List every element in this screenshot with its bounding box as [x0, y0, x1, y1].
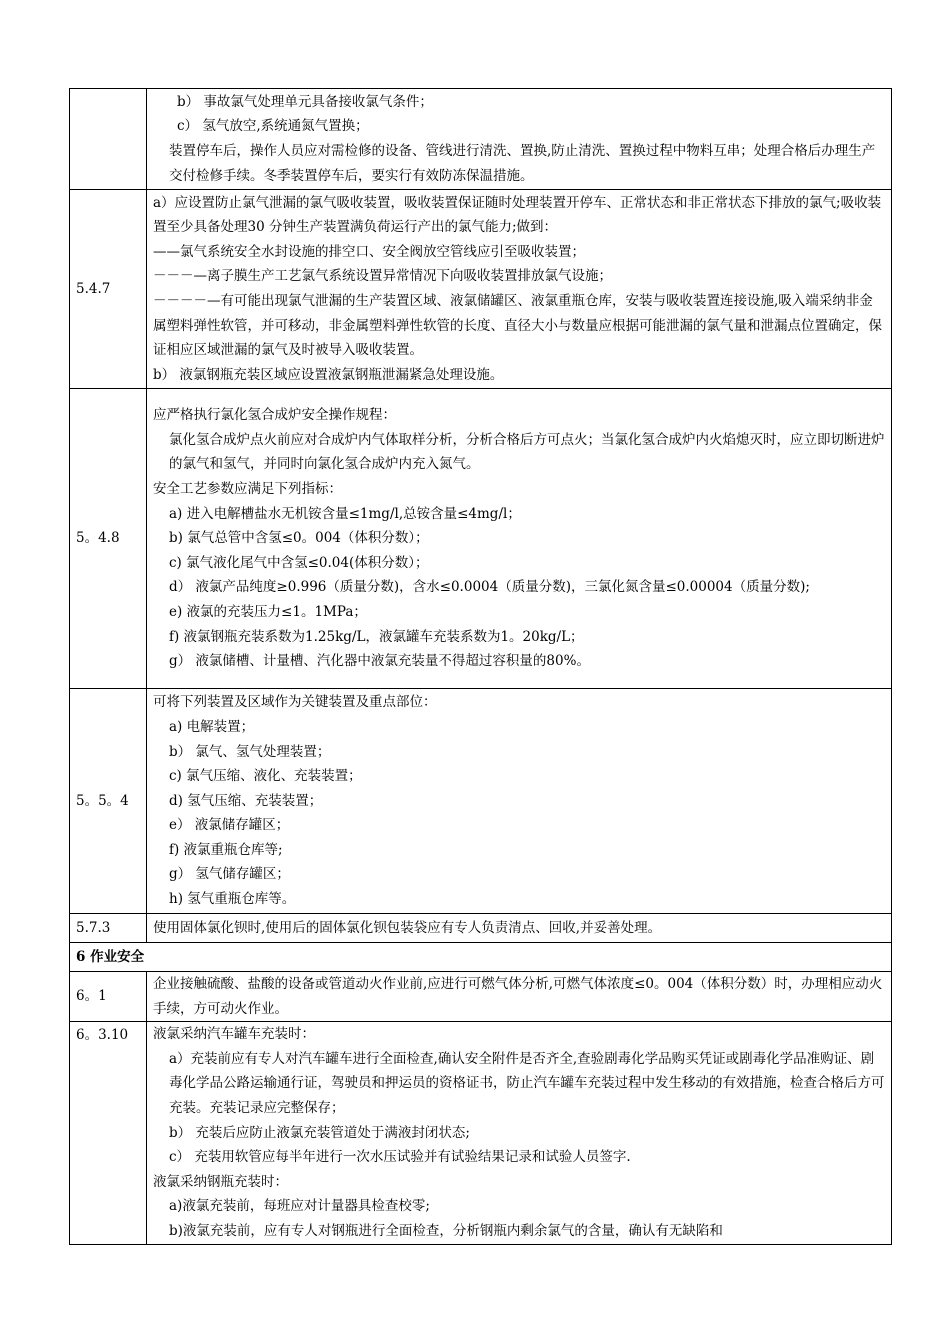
clause-number: 5.4.7	[70, 190, 147, 389]
table-row	[70, 190, 892, 389]
clause-number: 6。1	[70, 972, 147, 1022]
clause-line: a) 进入电解槽盐水无机铵含量≤1mg/l,总铵含量≤4mg/l；	[169, 505, 521, 522]
clause-content	[147, 689, 892, 914]
clause-line: 装置停车后，操作人员应对需检修的设备、管线进行清洗、置换,防止清洗、置换过程中物料互串；处理合格后办理生产交付检修手续。冬季装置停车后，要实行有效防冻保温措施。	[169, 143, 876, 184]
clause-line: h) 氢气重瓶仓库等。	[169, 891, 296, 908]
clause-number	[70, 89, 147, 190]
clause-line: 企业接触硫酸、盐酸的设备或管道动火作业前,应进行可燃气体分析,可燃气体浓度≤0。004（体积分数）时，办理相应动火手续，方可动火作业。	[153, 976, 883, 1017]
clause-line: f) 液氯钢瓶充装系数为1.25kg/L，液氯罐车充装系数为1。20kg/L；	[169, 628, 584, 645]
clause-content	[147, 190, 892, 389]
clause-content	[147, 89, 892, 190]
clause-line: e） 液氯储存罐区；	[169, 817, 290, 834]
clause-line: －－－—离子膜生产工艺氯气系统设置异常情况下向吸收装置排放氯气设施；	[153, 268, 612, 285]
clause-line: b） 事故氯气处理单元具备接收氯气条件；	[177, 93, 433, 110]
clause-line: d） 液氯产品纯度≥0.996（质量分数)，含水≤0.0004（质量分数)，三氯化氮含量≤0.00004（质量分数);	[169, 579, 810, 596]
clause-line: a)液氯充装前，每班应对计量器具检查校零;	[169, 1198, 430, 1215]
clause-line: b） 充装后应防止液氯充装管道处于满液封闭状态;	[169, 1124, 470, 1141]
clause-line: 可将下列装置及区域作为关键装置及重点部位：	[153, 694, 437, 711]
clause-line: 液氯采纳钢瓶充装时：	[153, 1173, 288, 1190]
table-row	[70, 689, 892, 914]
table-row	[70, 1022, 892, 1244]
clause-line: d) 氢气压缩、充装装置；	[169, 792, 323, 809]
clause-line: e) 液氯的充装压力≤1。1MPa；	[169, 603, 367, 620]
clause-number: 6。3.10	[70, 1022, 147, 1244]
clause-line: c） 充装用软管应每半年进行一次水压试验并有试验结果记录和试验人员签字.	[169, 1149, 631, 1166]
clause-line: a）应设置防止氯气泄漏的氯气吸收装置，吸收装置保证随时处理装置开停车、正常状态和非正常状态下排放的氯气;吸收装置至少具备处理30 分钟生产装置满负荷运行产出的氯气能力;做到：	[153, 194, 882, 236]
clause-line: c) 氯气液化尾气中含氢≤0.04(体积分数）；	[169, 554, 429, 571]
clause-content	[147, 1022, 892, 1244]
clause-number: 5.7.3	[70, 914, 147, 943]
clause-line: ——氯气系统安全水封设施的排空口、安全阀放空管线应引至吸收装置；	[153, 243, 585, 260]
clause-line: b) 氯气总管中含氢≤0。004（体积分数）；	[169, 530, 429, 547]
clause-line: g） 氢气储存罐区；	[169, 866, 290, 883]
clause-line: a）充装前应有专人对汽车罐车进行全面检查,确认安全附件是否齐全,查验剧毒化学品购买凭证或剧毒化学品准购证、剧毒化学品公路运输通行证，驾驶员和押运员的资格证书，防止汽车罐车充装过程中发生移动的有效措施，检查合格后方可充装。充装记录应完整保存；	[169, 1050, 885, 1116]
table-row	[70, 972, 892, 1022]
section-heading-row	[70, 943, 892, 972]
clause-line: f) 液氯重瓶仓库等;	[169, 841, 283, 858]
table-row	[70, 914, 892, 943]
clause-line: 液氯采纳汽车罐车充装时：	[153, 1026, 315, 1043]
clause-line: g） 液氯储槽、计量槽、汽化器中液氯充装量不得超过容积量的80%。	[169, 653, 590, 670]
clause-line: b） 氯气、氢气处理装置；	[169, 743, 331, 760]
clause-number: 5。5。4	[70, 689, 147, 914]
table-row	[70, 89, 892, 190]
clause-line: c) 氯气压缩、液化、充装装置；	[169, 768, 362, 785]
clause-line: 应严格执行氯化氢合成炉安全操作规程：	[153, 407, 396, 424]
clause-line: c） 氢气放空,系统通氮气置换；	[177, 118, 369, 135]
table-row	[70, 389, 892, 689]
clause-line: 使用固体氯化钡时,使用后的固体氯化钡包装袋应有专人负责清点、回收,并妥善处理。	[153, 919, 662, 936]
clause-content	[147, 972, 892, 1022]
clause-content	[147, 914, 892, 943]
clause-line: 氯化氢合成炉点火前应对合成炉内气体取样分析，分析合格后方可点火；当氯化氢合成炉内火焰熄灭时，应立即切断进炉的氯气和氢气，并同时向氯化氢合成炉内充入氮气。	[169, 431, 885, 473]
section-heading: 6 作业安全	[70, 943, 892, 972]
clause-line: 安全工艺参数应满足下列指标：	[153, 481, 342, 498]
clause-line: －－－－—有可能出现氯气泄漏的生产装置区域、液氯储罐区、液氯重瓶仓库，安装与吸收装置连接设施,吸入端采纳非金属塑料弹性软管，并可移动，非金属塑料弹性软管的长度、直径大小与数量应根据可能泄漏的氯气量和泄漏点位置确定，保证相应区域泄漏的氯气及时被导入吸收装置。	[153, 293, 882, 359]
clauses-table	[69, 88, 892, 1245]
clause-number: 5。4.8	[70, 389, 147, 689]
clause-line: b） 液氯钢瓶充装区域应设置液氯钢瓶泄漏紧急处理设施。	[153, 366, 504, 383]
clause-line: a) 电解装置；	[169, 718, 255, 735]
clause-line: b)液氯充装前，应有专人对钢瓶进行全面检查，分析钢瓶内剩余氯气的含量，确认有无缺陷和	[169, 1222, 723, 1239]
clause-content	[147, 389, 892, 689]
